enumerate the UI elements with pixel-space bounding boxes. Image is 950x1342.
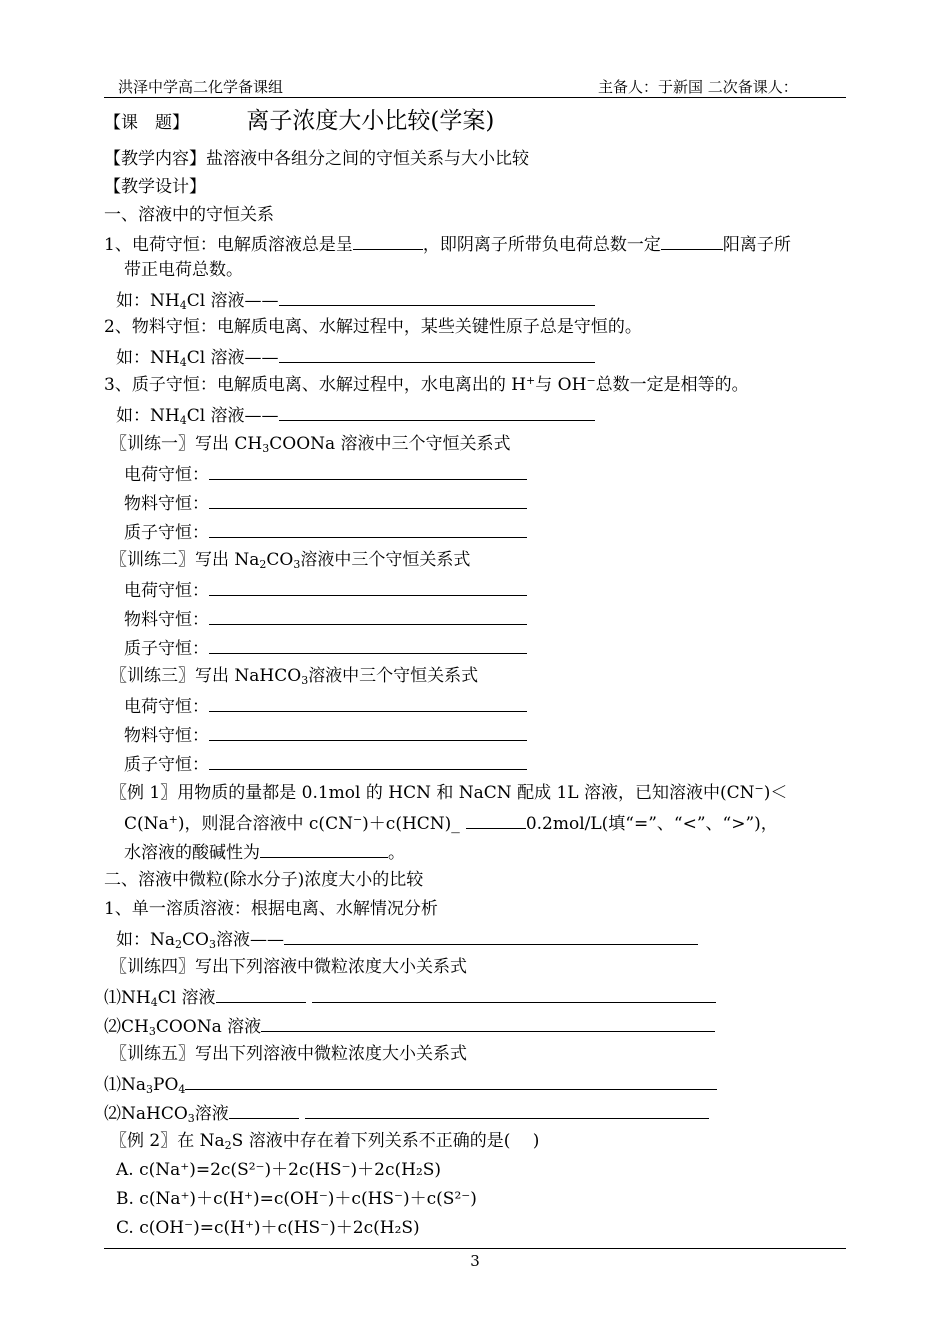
answer-blank[interactable] <box>279 403 595 421</box>
training4-heading: 〖训练四〗写出下列溶液中微粒浓度大小关系式 <box>110 957 467 977</box>
training5-heading: 〖训练五〗写出下列溶液中微粒浓度大小关系式 <box>110 1044 467 1064</box>
header-rule <box>104 97 846 98</box>
answer-blank[interactable] <box>185 1072 717 1090</box>
training2-charge: 电荷守恒： <box>124 578 527 602</box>
answer-blank[interactable] <box>209 607 527 625</box>
answer-blank[interactable] <box>466 811 526 829</box>
section2-item1: 1、单一溶质溶液：根据电离、水解情况分析 <box>104 899 438 919</box>
answer-blank[interactable] <box>209 752 527 770</box>
charge-conservation-definition: 1、电荷守恒：电解质溶液总是呈 ，即阴离子所带负电荷总数一定 阳离子所 <box>104 232 791 256</box>
answer-blank[interactable] <box>279 288 595 306</box>
training3-heading: 〖训练三〗写出 NaHCO$_3$溶液中三个守恒关系式 <box>110 666 479 687</box>
training2-heading: 〖训练二〗写出 $Na_2CO_3$溶液中三个守恒关系式 <box>110 550 471 571</box>
answer-blank[interactable] <box>216 985 306 1003</box>
answer-blank[interactable] <box>312 985 716 1003</box>
teaching-content: 【教学内容】盐溶液中各组分之间的守恒关系与大小比较 <box>104 149 529 169</box>
answer-blank[interactable] <box>209 636 527 654</box>
training2-proton: 质子守恒： <box>124 636 527 660</box>
footer-rule <box>104 1248 846 1249</box>
answer-blank[interactable] <box>209 520 527 538</box>
blank-1[interactable] <box>353 232 423 250</box>
example2-option-c[interactable]: C. c(OH⁻)=c(H⁺)＋c(HS⁻)＋2c(H₂S) <box>116 1218 420 1238</box>
example-nh4cl-material: 如：$NH_4Cl$ 溶液—— <box>116 345 595 369</box>
blank-2[interactable] <box>661 232 723 250</box>
training3-charge: 电荷守恒： <box>124 694 527 718</box>
section2-heading: 二、溶液中微粒(除水分子)浓度大小的比较 <box>104 870 424 890</box>
page-title: 离子浓度大小比较(学案) <box>246 108 495 134</box>
header-left: 洪泽中学高二化学备课组 <box>118 78 284 96</box>
proton-conservation-definition: 3、质子守恒：电解质电离、水解过程中，水电离出的 H+与 OH−总数一定是相等的。 <box>104 374 749 395</box>
answer-blank[interactable] <box>305 1101 709 1119</box>
example2-option-a[interactable]: A. c(Na⁺)=2c(S²⁻)＋2c(HS⁻)＋2c(H₂S) <box>116 1160 442 1180</box>
example2-stem: 〖例 2〗在 $Na_2S$ 溶液中存在着下列关系不正确的是( ) <box>110 1131 540 1152</box>
training4-q1: $⑴NH_4Cl$ 溶液 <box>104 985 716 1009</box>
training1-charge: 电荷守恒： <box>124 462 527 486</box>
training1-proton: 质子守恒： <box>124 520 527 544</box>
training3-proton: 质子守恒： <box>124 752 527 776</box>
training2-material: 物料守恒： <box>124 607 527 631</box>
page-number: 3 <box>470 1252 480 1270</box>
material-conservation-definition: 2、物料守恒：电解质电离、水解过程中，某些关键性原子总是守恒的。 <box>104 317 642 337</box>
answer-blank[interactable] <box>209 462 527 480</box>
example-nh4cl-charge: 如：$NH_4Cl$ 溶液—— <box>116 288 595 312</box>
training3-material: 物料守恒： <box>124 723 527 747</box>
section1-heading: 一、溶液中的守恒关系 <box>104 205 274 225</box>
training4-q2: $⑵CH_3COONa$ 溶液 <box>104 1014 715 1038</box>
training5-q2: ⑵NaHCO$_3$溶液 <box>104 1101 709 1125</box>
answer-blank[interactable] <box>279 345 595 363</box>
example1-line1: 〖例 1〗用物质的量都是 0.1mol 的 HCN 和 NaCN 配成 1L 溶液，已知溶液中(CN−)＜ <box>110 782 788 803</box>
answer-blank[interactable] <box>209 694 527 712</box>
answer-blank[interactable] <box>284 927 698 945</box>
title-label: 【课 题】 <box>104 113 189 133</box>
example1-line2: C(Na+)，则混合溶液中 c(CN−)＋c(HCN)_ 0.2mol/L(填“=”、“<”、“>”)， <box>124 813 778 834</box>
answer-blank[interactable] <box>260 840 388 858</box>
answer-blank[interactable] <box>209 723 527 741</box>
training5-q1: $⑴Na_3PO_4$ <box>104 1072 717 1096</box>
answer-blank[interactable] <box>261 1014 715 1032</box>
training1-heading: 〖训练一〗写出 $CH_3COONa$ 溶液中三个守恒关系式 <box>110 434 511 455</box>
answer-blank[interactable] <box>209 491 527 509</box>
example2-option-b[interactable]: B. c(Na⁺)＋c(H⁺)=c(OH⁻)＋c(HS⁻)＋c(S²⁻) <box>116 1189 477 1209</box>
example-nh4cl-proton: 如：$NH_4Cl$ 溶液—— <box>116 403 595 427</box>
charge-definition-cont: 带正电荷总数。 <box>124 260 243 280</box>
teaching-design: 【教学设计】 <box>104 177 206 197</box>
example-na2co3: 如：$Na_2CO_3$溶液—— <box>116 927 698 951</box>
header-right: 主备人：于新国 二次备课人： <box>598 78 798 96</box>
example1-line3: 水溶液的酸碱性为 。 <box>124 840 405 864</box>
answer-blank[interactable] <box>229 1101 299 1119</box>
training1-material: 物料守恒： <box>124 491 527 515</box>
answer-blank[interactable] <box>209 578 527 596</box>
lesson-title-row <box>104 110 494 134</box>
